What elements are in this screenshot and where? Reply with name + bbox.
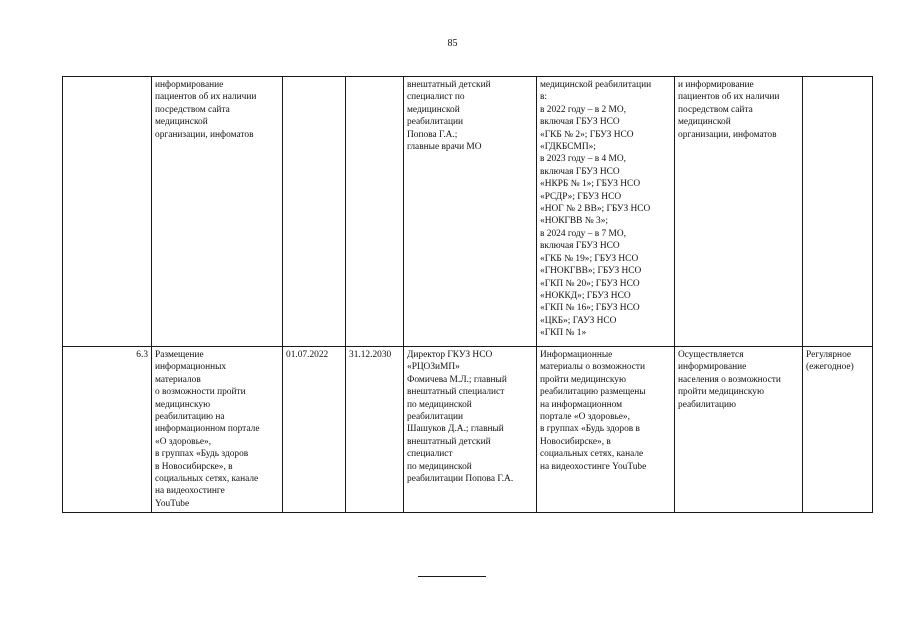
cell-text-line: «ГКП № 16»; ГБУЗ НСО [540,303,640,314]
cell-responsible [404,347,537,513]
cell-text-line: «НКРБ № 1»; ГБУЗ НСО [540,179,641,190]
cell-text-line: по медицинской [407,399,472,410]
cell-text-line: в 2023 году – в 4 МО, [540,154,626,165]
cell-text-line: «ГДКБСМП»; [540,142,596,153]
cell-text-line: «ГКП № 20»; ГБУЗ НСО [540,278,640,289]
cell-text-line: главные врачи МО [407,142,482,153]
cell-text-line: пройти медицинскую [540,374,626,385]
cell-text-line: в 2022 году – в 2 МО, [540,104,626,115]
cell-text-line: по медицинской [407,461,472,472]
cell-text-line: Директор ГКУЗ НСО [407,350,493,360]
cell-text-line: «ГНОКГВВ»; ГБУЗ НСО [540,266,642,277]
cell-text-line: «О здоровье», [155,436,212,447]
cell-text-line: портале «О здоровье», [540,412,630,423]
cell-activity [152,347,283,513]
cell-text-line: реабилитации Попова Г.А. [407,474,514,485]
cell-result [537,77,675,347]
cell-text-line: включая ГБУЗ НСО [540,117,620,128]
cell-text-line: информационных [155,362,227,373]
cell-text-line: Шашуков Д.А.; главный [407,424,504,435]
cell-indicator [675,77,803,347]
cell-text-line: внештатный специалист [407,387,505,398]
table-body [63,77,873,513]
cell-text-line: Регулярное [806,350,852,360]
cell-text-line: «НОККД»; ГБУЗ НСО [540,290,631,301]
cell-text-line: внештатный детский [407,436,491,447]
cell-text-line: «ГКБ № 19»; ГБУЗ НСО [540,253,639,264]
cell-text-line: Попова Г.А.; [407,129,458,140]
cell-text-line: Новосибирске», в [540,436,611,447]
cell-text-line: «ГКП № 1» [540,328,587,339]
cell-text-line: социальных сетях, канале [155,474,259,485]
cell-text-line: включая ГБУЗ НСО [540,166,620,177]
cell-text-line: материалов [155,374,201,385]
cell-text-line: медицинской [407,104,460,115]
cell-text-line: «ЦКБ»; ГАУЗ НСО [540,315,617,326]
cell-text-line: медицинской [155,117,208,128]
cell-text-line: реабилитации [407,412,464,423]
cell-frequency [803,77,873,347]
cell-text-line: реабилитацию размещены [540,387,646,398]
cell-text-line: посредством сайта [678,104,753,115]
footnote-separator [418,576,486,577]
cell-text-line: информирование [678,362,747,373]
cell-text-line: на информационном [540,399,623,410]
cell-text-line: «ГКБ № 2»; ГБУЗ НСО [540,129,634,140]
page-number: 85 [447,38,458,49]
cell-text-line: медицинской [678,117,731,128]
cell-text-line: организации, инфоматов [678,129,777,140]
cell-text-line: информационном портале [155,424,260,435]
cell-text-line: пациентов об их наличии [678,92,780,103]
cell-text-line: материалы о возможности [540,362,646,373]
cell-text-line: специалист по [407,92,465,103]
cell-text-line: Осуществляется [678,350,744,360]
cell-text-line: «НОГ № 2 ВВ»; ГБУЗ НСО [540,204,651,215]
table-row [63,77,873,347]
plan-table [62,76,873,513]
cell-text-line: социальных сетях, канале [540,449,644,460]
cell-text-line: в Новосибирске», в [155,461,233,472]
cell-text-line: Размещение [155,350,204,360]
table-row [63,347,873,513]
cell-text-line: в группах «Будь здоров в [540,424,640,435]
cell-number [63,77,152,347]
cell-text-line: о возможности пройти [155,387,246,398]
cell-text-line: в 2024 году – в 7 МО, [540,228,626,239]
cell-text-line: «РСДР»; ГБУЗ НСО [540,191,622,202]
cell-start-date [283,77,346,347]
cell-end-date: 31.12.2030 [346,347,404,513]
cell-end-date [346,77,404,347]
cell-text-line: пациентов об их наличии [155,92,257,103]
cell-text-line: включая ГБУЗ НСО [540,241,620,252]
cell-text-line: специалист [407,449,453,460]
cell-activity [152,77,283,347]
cell-text-line: информирование [155,80,224,90]
cell-text-line: населения о возможности [678,374,781,385]
cell-text-line: Фомичева М.Л.; главный [407,374,507,385]
cell-text-line: реабилитацию [678,399,737,410]
cell-text-line: и информирование [678,80,754,90]
cell-text-line: в группах «Будь здоров [155,449,249,460]
cell-text-line: (ежегодное) [806,362,854,373]
cell-text-line: посредством сайта [155,104,230,115]
cell-text-line: «РЦОЗиМП» [407,362,460,373]
cell-start-date: 01.07.2022 [283,347,346,513]
cell-text-line: реабилитацию на [155,412,225,423]
cell-text-line: YouTube [155,498,190,509]
cell-text-line: внештатный детский [407,80,491,90]
cell-text-line: медицинской реабилитации [540,80,652,90]
cell-text-line: на видеохостинге YouTube [540,461,647,472]
cell-number: 6.3 [63,347,152,513]
cell-text-line: в: [540,92,548,103]
cell-responsible [404,77,537,347]
cell-text-line: реабилитации [407,117,464,128]
cell-indicator [675,347,803,513]
cell-text-line: организации, инфоматов [155,129,254,140]
cell-text-line: «НОКГВВ № 3»; [540,216,609,227]
cell-result [537,347,675,513]
cell-text-line: на видеохостинге [155,486,225,497]
cell-text-line: медицинскую [155,399,211,410]
cell-text-line: пройти медицинскую [678,387,764,398]
cell-frequency [803,347,873,513]
cell-text-line: Информационные [540,350,613,360]
